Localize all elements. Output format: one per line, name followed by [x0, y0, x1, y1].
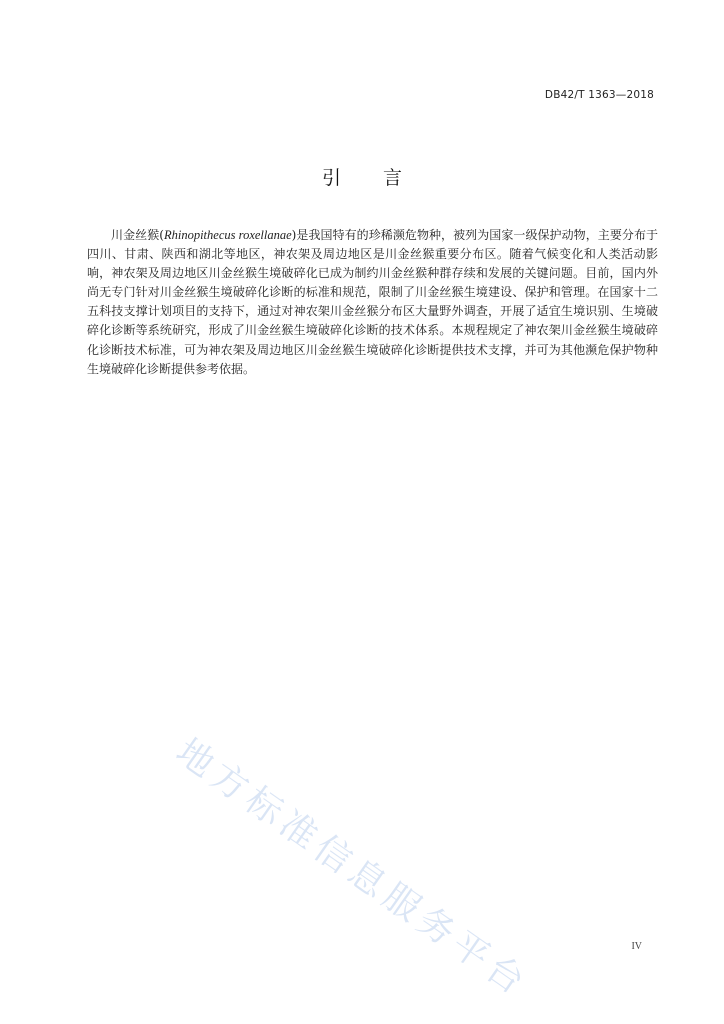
page-title: 引 言 [321, 167, 421, 189]
latin-species-name: Rhinopithecus roxellanae [163, 228, 292, 242]
standard-code: DB42/T 1363—2018 [544, 89, 654, 101]
paragraph-text-rest: )是我国特有的珍稀濒危物种，被列为国家一级保护动物，主要分布于四川、甘肃、陕西和湖北等地区，神农架及周边地区是川金丝猴重要分布区。随着气候变化和人类活动影响，神农架及周边地区川金丝猴生境破碎化已成为制约川金丝猴种群存续和发展的关键问题。目前，国内外尚无专门针对川金丝猴生境破碎化诊断的标准和规范，限制了川金丝猴生境建设、保护和管理。在国家十二五科技支撑计划项目的支持下，通过对神农架川金丝猴分布区大量野外调查，开展了适宜生境识别、生境破碎化诊断等系统研究，形成了川金丝猴生境破碎化诊断的技术体系。本规程规定了神农架川金丝猴生境破碎化诊断技术标准，可为神农架及周边地区川金丝猴生境破碎化诊断提供技术支撑，并可为其他濒危保护物种生境破碎化诊断提供参考依据。 [87, 228, 658, 376]
page-number: IV [631, 941, 642, 952]
watermark-text: 地方标准信息服务平台 [168, 731, 537, 1006]
introduction-paragraph [87, 226, 658, 379]
paragraph-text-start: 川金丝猴( [111, 228, 164, 242]
